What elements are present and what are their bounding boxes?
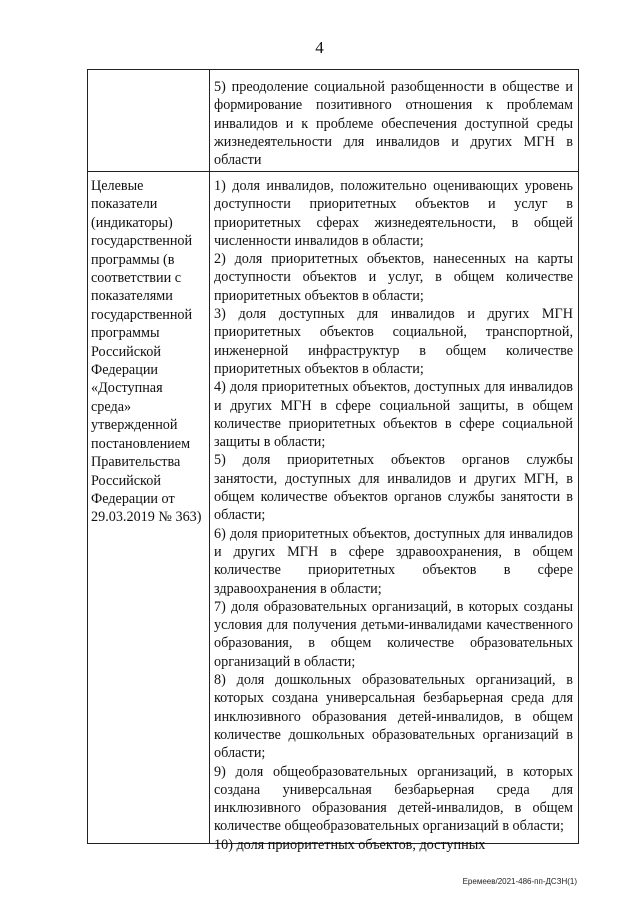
table-cell-content [210,70,578,171]
table-cell-label [88,70,210,171]
document-registration-code: Еремеев/2021-486-пп-ДСЗН(1) [462,877,577,886]
indicator-item: 4) доля приоритетных объектов, доступных для инвалидов и других МГН в сфере социальной защиты, в общем количестве приоритетных объектов в сфере социальной защиты в области; [214,379,573,451]
indicator-item: 1) доля инвалидов, положительно оценивающих уровень доступности приоритетных объектов и услуг в приоритетных сферах жизнедеятельности, в общей численности инвалидов в области; [214,178,573,249]
table-row [88,70,578,172]
indicator-item: 8) доля дошкольных образовательных организаций, в которых создана универсальная безбарьерная среда для инклюзивного образования детей-инвалидов, в общем количестве дошкольных образовательных организаций в области; [214,672,573,762]
cell-content-text: 5) преодоление социальной разобщенности в обществе и формирование позитивного отношения к проблемам инвалидов и к проблеме обеспечения доступной среды жизнедеятельности для инвалидов и других МГН в области [214,79,573,169]
indicator-item: 3) доля доступных для инвалидов и других МГН приоритетных объектов социальной, транспортной, инженерной инфраструктур в общем количестве приоритетных объектов в области; [214,306,573,377]
program-passport-table [87,69,579,853]
page-number: 4 [315,38,324,57]
target-indicators-label: Целевые показатели (индикаторы) государственной программы (в соответствии с показателями государственной программы Российской Федерации «Доступная среда» утвержденной постановлением Правительства Российской Федерации от 29.03.2019 № 363) [91,178,202,526]
indicator-item: 2) доля приоритетных объектов, нанесенных на карты доступности объектов и услуг, в общем количестве приоритетных объектов в области; [214,251,573,304]
indicator-item: 7) доля образовательных организаций, в которых созданы условия для получения детьми-инвалидами качественного образования, в общем количестве образовательных организаций в области; [214,598,573,670]
indicator-item: 6) доля приоритетных объектов, доступных для инвалидов и других МГН в сфере здравоохранения, в общем количестве приоритетных объектов в сфере здравоохранения в области; [214,525,573,597]
table-cell-content [210,172,578,853]
table-row [88,172,578,853]
table-cell-label [88,172,210,844]
indicator-item: 9) доля общеобразовательных организаций, в которых создана универсальная безбарьерная среда для инклюзивного образования детей-инвалидов, в общем количестве общеобразовательных организаций в области; [214,763,573,835]
indicator-item: 5) доля приоритетных объектов органов службы занятости, доступных для инвалидов и других МГН, в общем количестве объектов органов службы занятости в области; [214,452,573,524]
indicator-item: 10) доля приоритетных объектов, доступных [214,836,486,853]
indicator-list [210,172,578,854]
